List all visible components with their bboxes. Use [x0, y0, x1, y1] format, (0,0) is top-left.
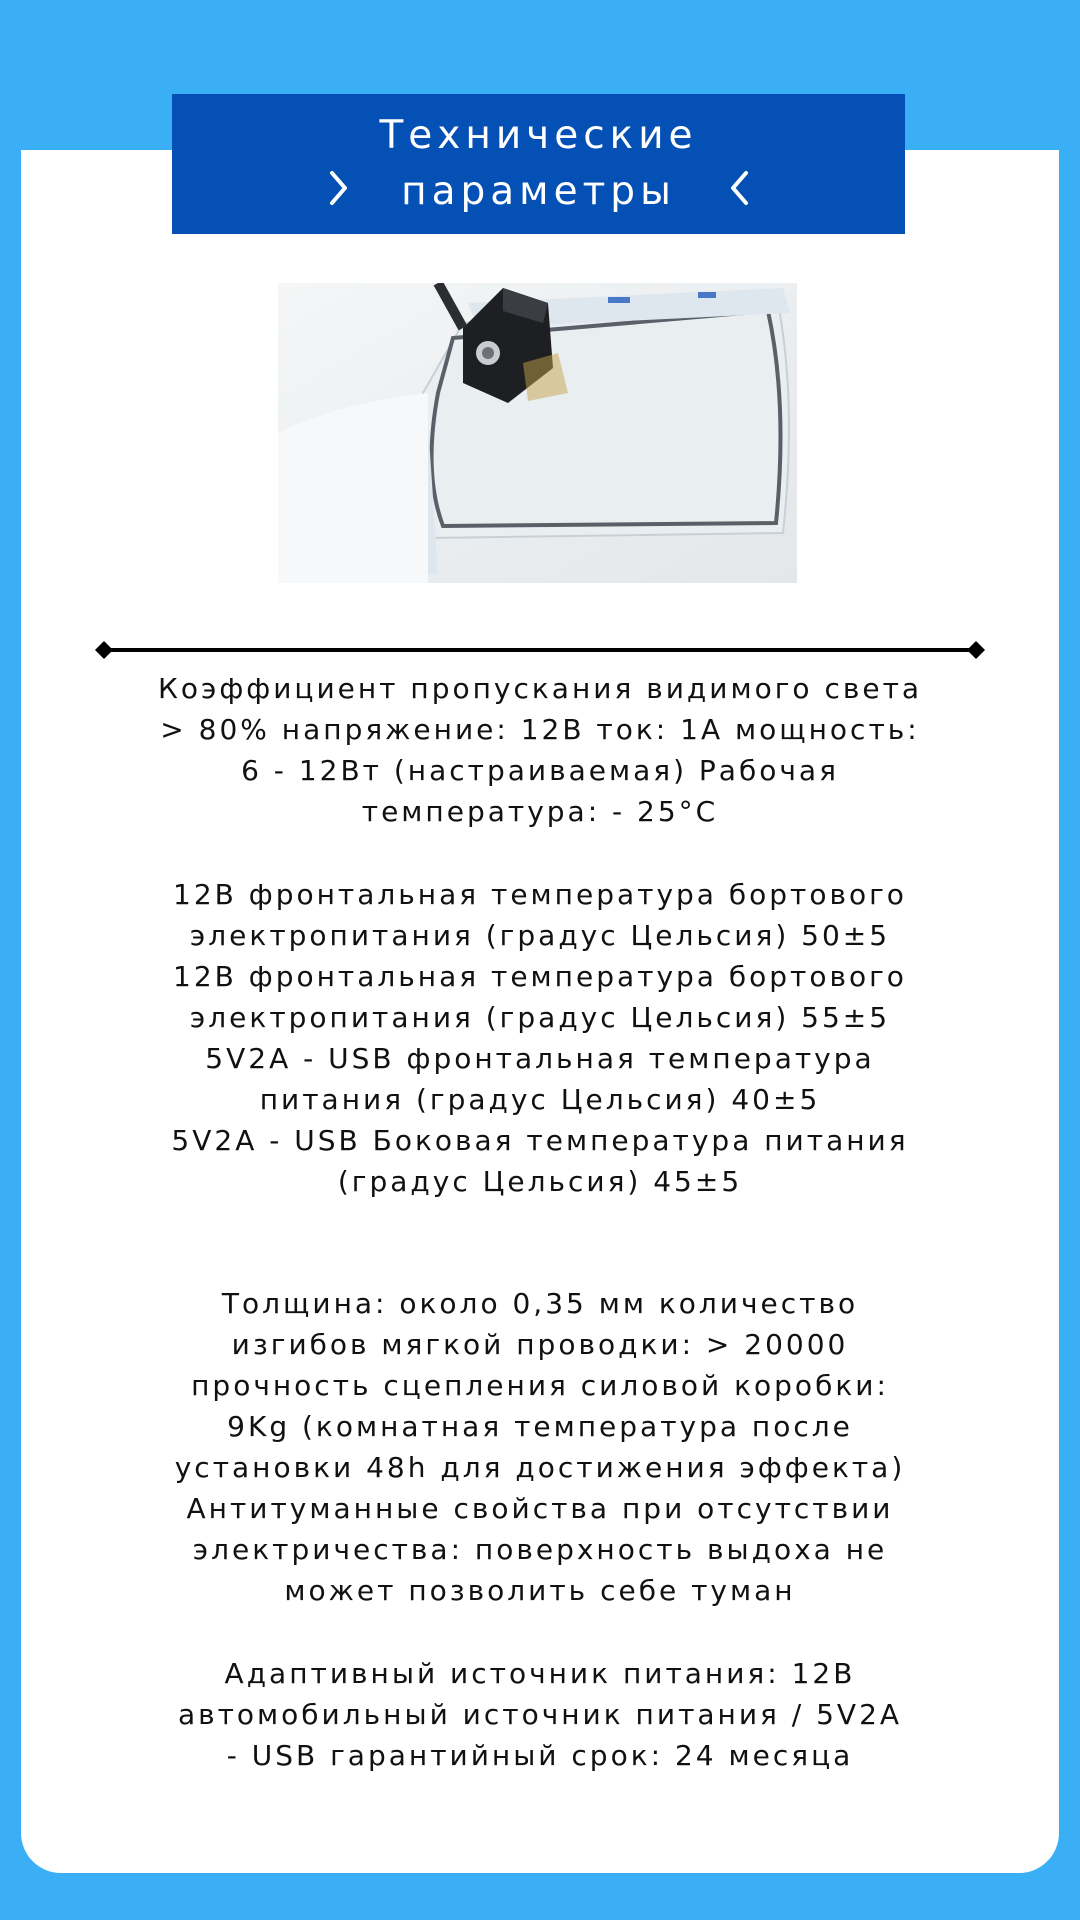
title-banner [172, 94, 905, 234]
spec-line: электропитания (градус Цельсия) 50±5 [189, 919, 891, 952]
spec-line: 5V2A - USB Боковая температура питания [171, 1124, 909, 1157]
spec-line: питания (градус Цельсия) 40±5 [259, 1083, 821, 1116]
spec-line: электропитания (градус Цельсия) 55±5 [189, 1001, 891, 1034]
title-line-2: параметры [401, 169, 676, 214]
spec-block-mechanical [110, 1283, 970, 1611]
spec-line: Антитуманные свойства при отсутствии [186, 1492, 894, 1525]
product-photo [278, 283, 797, 583]
spec-block-power-warranty [110, 1653, 970, 1776]
spec-line: > 80% напряжение: 12В ток: 1А мощность: [160, 713, 920, 746]
spec-line: изгибов мягкой проводки: > 20000 [231, 1328, 849, 1361]
spec-line: установки 48h для достижения эффекта) [174, 1451, 906, 1484]
spec-block-temperatures [110, 874, 970, 1202]
spec-line: может позволить себе туман [284, 1574, 796, 1607]
spec-line: 12В фронтальная температура бортового [173, 878, 907, 911]
spec-block-optical-electrical [110, 668, 970, 832]
spec-line: температура: - 25°С [361, 795, 719, 828]
spec-line: Адаптивный источник питания: 12В [224, 1657, 856, 1690]
chevron-right-icon [329, 170, 349, 206]
spec-line: 9Kg (комнатная температура после [227, 1410, 853, 1443]
chevron-left-icon [729, 170, 749, 206]
spec-line: 12В фронтальная температура бортового [173, 960, 907, 993]
title-line-1: Технические [379, 113, 698, 158]
spec-line: - USB гарантийный срок: 24 месяца [226, 1739, 854, 1772]
spec-line: (градус Цельсия) 45±5 [337, 1165, 743, 1198]
page-title [359, 108, 719, 220]
spec-line: Коэффициент пропускания видимого света [157, 672, 923, 705]
spec-line: 5V2A - USB фронтальная температура [205, 1042, 875, 1075]
spec-line: прочность сцепления силовой коробки: [191, 1369, 889, 1402]
spec-line: электричества: поверхность выдоха не [192, 1533, 888, 1566]
spec-line: автомобильный источник питания / 5V2A [177, 1698, 903, 1731]
section-divider [95, 640, 985, 660]
spec-line: Толщина: около 0,35 мм количество [221, 1287, 859, 1320]
spec-line: 6 - 12Вт (настраиваемая) Рабочая [241, 754, 839, 787]
